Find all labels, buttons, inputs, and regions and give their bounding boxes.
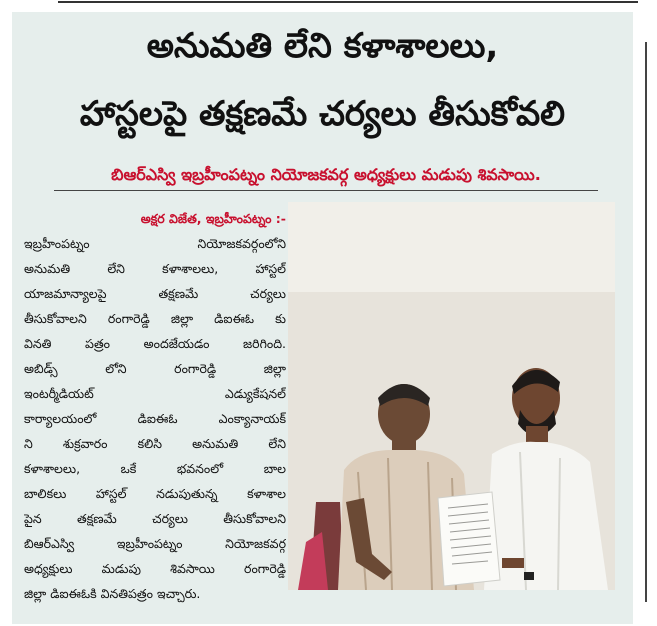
body-line: తీసుకోవాలని రంగారెడ్డి జిల్లా డిఐఈఓ కు [24, 311, 286, 326]
body-line: ని శుక్రవారం కలిసి అనుమతి లేని [24, 436, 286, 451]
body-line: ఇబ్రహీంపట్నం నియోజకవర్గంలోని [24, 236, 286, 251]
subheadline: బిఆర్ఎస్వి ఇబ్రహీంపట్నం నియోజకవర్గ అధ్యక్షులు మడుపు శివసాయి. [111, 165, 541, 184]
body-line: కార్యాలయంలో డిఐఈఓ ఎంక్యానాయక్ [24, 411, 286, 426]
headline-line-1: అనుమతి లేని కళాశాలలు, [146, 26, 499, 66]
body-line: ఇంటర్మీడియట్ ఎడ్యుకేషనల్ [24, 386, 286, 401]
body-line: పైన తక్షణమే చర్యలు తీసుకోవాలని [24, 511, 286, 526]
headline-line-2: హాస్టలపై తక్షణమే చర్యలు తీసుకోవలి [79, 94, 566, 134]
body-line: వినతి పత్రం అందజేయడం జరిగింది. [24, 336, 286, 351]
dateline: అక్షర విజేత, ఇబ్రహీంపట్నం :- [140, 211, 286, 226]
article-body [24, 206, 286, 606]
body-line: బాలికలు హాస్టల్ నడుపుతున్న కళాశాల [24, 486, 286, 501]
body-line: అనుమతి లేని కళాశాలలు, హాస్టల్ [24, 261, 286, 276]
photo-illustration [288, 202, 615, 590]
news-photo [288, 202, 615, 590]
body-line: అధ్యక్షులు మడుపు శివసాయి రంగారెడ్డి [24, 561, 286, 576]
column-divider [645, 42, 647, 602]
body-line: యాజమాన్యాలపై తక్షణమే చర్యలు [24, 286, 286, 301]
body-line: అబిడ్స్ లోని రంగారెడ్డి జిల్లా [24, 361, 286, 376]
body-line: కళాశాలలు, ఒకే భవనంలో బాల [24, 461, 286, 476]
page-top-rule [58, 1, 638, 3]
dateline-row [24, 206, 286, 231]
body-line: జిల్లా డిఐఈఓకి వినతిపత్రం ఇచ్చారు. [24, 586, 201, 601]
body-line: బిఆర్ఎస్వి ఇబ్రహీంపట్నం నియోజకవర్గ [24, 536, 286, 551]
news-article [12, 12, 633, 624]
subheadline-rule [54, 190, 598, 191]
